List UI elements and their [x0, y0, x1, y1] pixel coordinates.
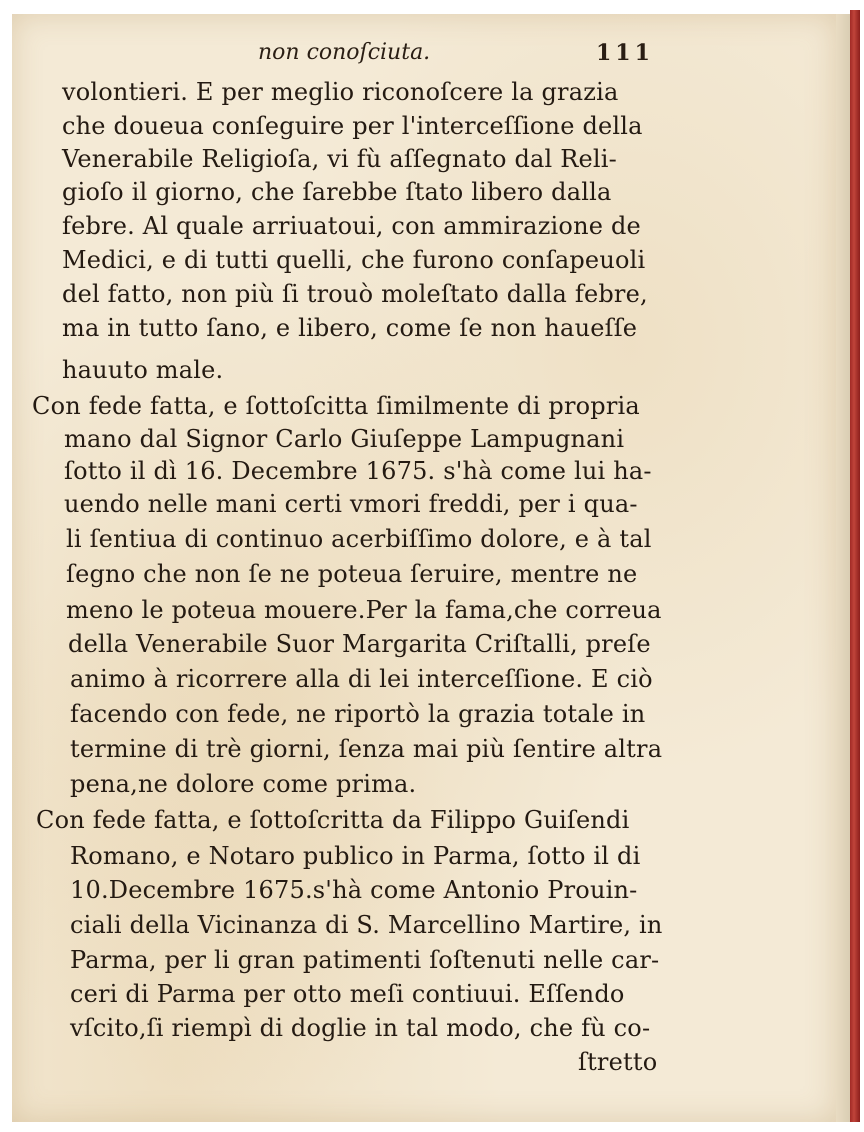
- text-line: Con fede fatta, e ſottoſcritta da Filippo Guiſendi: [36, 806, 630, 834]
- text-line: 10.Decembre 1675.s'hà come Antonio Prouin-: [70, 876, 638, 904]
- text-line: gioſo il giorno, che ſarebbe ſtato libero dalla: [62, 178, 612, 206]
- text-line: facendo con fede, ne riportò la grazia totale in: [70, 700, 646, 728]
- text-line: del fatto, non più ſi trouò moleſtato dalla febre,: [62, 280, 648, 308]
- text-line: Romano, e Notaro publico in Parma, ſotto il di: [70, 842, 641, 870]
- page-edge: [836, 14, 850, 1122]
- text-line: li ſentiua di continuo acerbiſſimo dolore, e à tal: [66, 525, 652, 553]
- text-line: Parma, per li gran patimenti ſoſtenuti nelle car-: [70, 946, 660, 974]
- red-binding-edge: [850, 10, 860, 1122]
- text-line: vſcito,ſi riempì di doglie in tal modo, che fù co-: [70, 1014, 651, 1042]
- text-line: che doueua conſeguire per l'interceſſione della: [62, 112, 643, 140]
- text-line: pena,ne dolore come prima.: [70, 770, 417, 798]
- text-line: ceri di Parma per otto meſi contiuui. Eſſendo: [70, 980, 625, 1008]
- text-line: ſotto il dì 16. Decembre 1675. s'hà come lui ha-: [64, 457, 652, 485]
- text-line: animo à ricorrere alla di lei interceſſione. E ciò: [70, 665, 653, 693]
- text-line: della Venerabile Suor Margarita Criſtalli, preſe: [68, 630, 651, 658]
- text-line: Venerabile Religioſa, vi fù aſſegnato dal Reli-: [62, 145, 617, 173]
- text-line: uendo nelle mani certi vmori freddi, per i qua-: [64, 490, 638, 518]
- text-line: Con fede fatta, e ſottoſcitta ſimilmente di propria: [32, 392, 640, 420]
- text-line: meno le poteua mouere.Per la fama,che correua: [66, 596, 662, 624]
- text-line: mano dal Signor Carlo Giuſeppe Lampugnani: [64, 425, 625, 453]
- text-line: volontieri. E per meglio riconoſcere la grazia: [62, 78, 619, 106]
- page-number: 111: [596, 40, 654, 66]
- text-line: termine di trè giorni, ſenza mai più ſentire altra: [70, 735, 663, 763]
- catchword: ſtretto: [578, 1048, 658, 1076]
- text-line: febre. Al quale arriuatoui, con ammirazione de: [62, 212, 641, 240]
- text-line: ſegno che non ſe ne poteua ſeruire, mentre ne: [66, 560, 638, 588]
- text-line: ciali della Vicinanza di S. Marcellino Martire, in: [70, 911, 663, 939]
- text-line: Medici, e di tutti quelli, che furono conſapeuoli: [62, 246, 646, 274]
- text-line: ma in tutto ſano, e libero, come ſe non haueſſe: [62, 314, 638, 342]
- running-title: non conoſciuta.: [258, 40, 431, 65]
- text-line: hauuto male.: [62, 356, 224, 384]
